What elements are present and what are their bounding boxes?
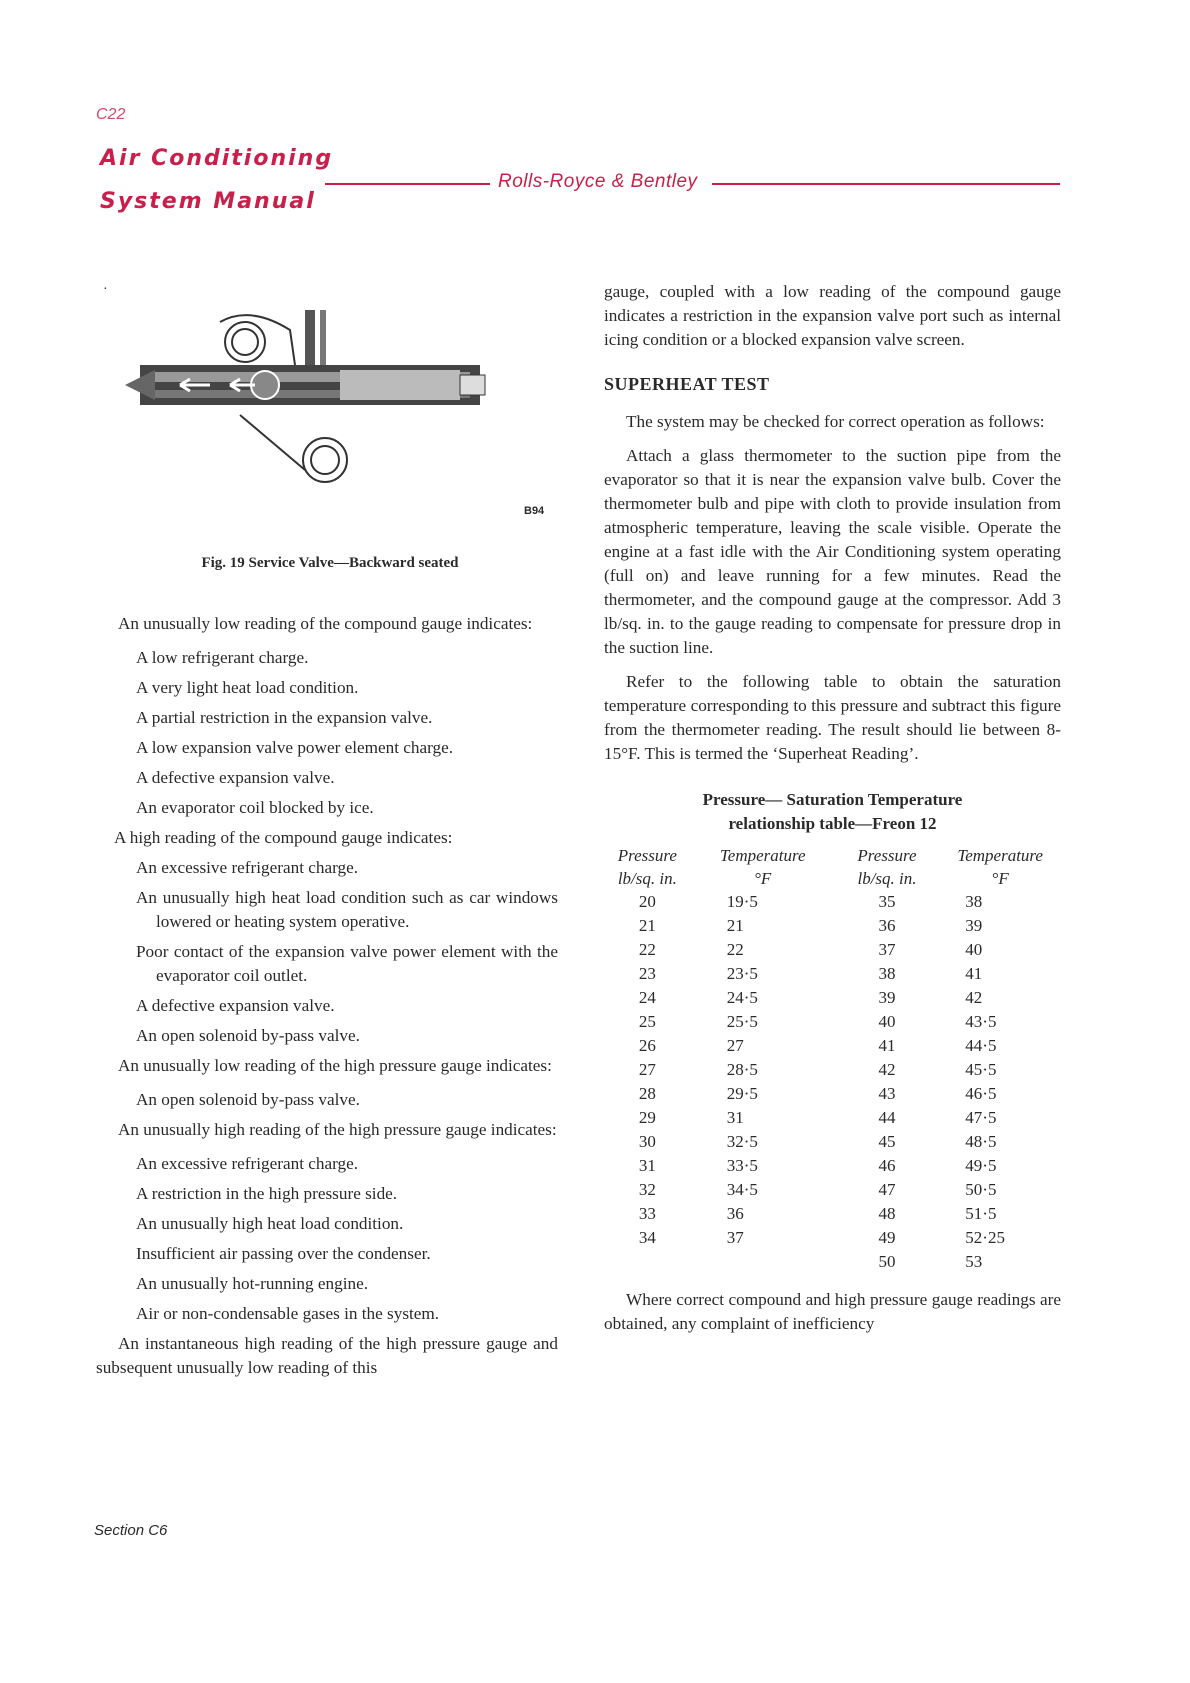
table-cell: 49·5 xyxy=(965,1156,997,1175)
table-cell: 43·5 xyxy=(965,1012,997,1031)
table-cell: 21 xyxy=(726,916,744,935)
table-cell: 27 xyxy=(638,1060,656,1079)
table-caption-line2: relationship table—Freon 12 xyxy=(728,814,937,833)
table-cell: 31 xyxy=(638,1156,656,1175)
table-cell: 47 xyxy=(878,1180,896,1199)
list-item: A defective expansion valve. xyxy=(136,768,335,787)
figure-code: B94 xyxy=(524,505,545,517)
column-unit: °F xyxy=(991,869,1009,888)
table-cell: 40 xyxy=(878,1012,896,1031)
header-rule-right xyxy=(712,183,1060,185)
list-item: An open solenoid by-pass valve. xyxy=(136,1090,360,1109)
table-cell: 29·5 xyxy=(726,1084,758,1103)
table-cell: 42 xyxy=(965,988,983,1007)
table-row xyxy=(604,962,1061,986)
list-item: An unusually hot-running engine. xyxy=(136,1274,368,1293)
table-cell: 20 xyxy=(638,892,656,911)
table-cell: 28·5 xyxy=(726,1060,758,1079)
figure-caption: Fig. 19 Service Valve—Backward seated xyxy=(201,555,459,571)
table-cell: 42 xyxy=(878,1060,896,1079)
list-item: An unusually high heat load condition such as car windows lowered or heating system operative. xyxy=(136,888,558,931)
table-cell: 43 xyxy=(878,1084,896,1103)
column-header: Pressure xyxy=(857,846,917,865)
table-cell: 37 xyxy=(726,1228,744,1247)
table-cell: 32·5 xyxy=(726,1132,758,1151)
table-cell: 41 xyxy=(878,1036,896,1055)
table-cell: 34·5 xyxy=(726,1180,758,1199)
page-number: C22 xyxy=(96,106,126,123)
manual-title-line1: Air Conditioning xyxy=(100,146,334,171)
table-cell: 31 xyxy=(726,1108,744,1127)
section-footer: Section C6 xyxy=(94,1522,168,1539)
list-item: A restriction in the high pressure side. xyxy=(136,1184,398,1203)
table-cell: 53 xyxy=(965,1252,983,1271)
service-valve-illustration xyxy=(120,300,540,500)
table-cell: 30 xyxy=(638,1132,656,1151)
table-cell: 50·5 xyxy=(965,1180,997,1199)
column-header: Temperature xyxy=(719,846,806,865)
column-unit: lb/sq. in. xyxy=(857,869,917,888)
table-row xyxy=(604,1058,1061,1082)
list-item: An excessive refrigerant charge. xyxy=(136,858,359,877)
table-row xyxy=(604,1130,1061,1154)
table-cell: 33 xyxy=(638,1204,656,1223)
table-cell: 39 xyxy=(878,988,896,1007)
table-cell: 23 xyxy=(638,964,656,983)
left-column xyxy=(96,612,558,1390)
table-caption-line1: Pressure— Saturation Temperature xyxy=(702,790,963,809)
table-caption xyxy=(604,788,1061,836)
table-cell: 52·25 xyxy=(965,1228,1005,1247)
table-cell: 36 xyxy=(726,1204,744,1223)
instantaneous-reading-paragraph: An instantaneous high reading of the high pressure gauge and subsequent unusually low reading of this xyxy=(96,1334,558,1377)
column-unit: °F xyxy=(754,869,772,888)
superheat-procedure: Attach a glass thermometer to the suction pipe from the evaporator so that it is near the expansion valve bulb. Cover the thermometer bulb and pipe with cloth to provide insulation from atmospheric temperature, leaving the scale visible. Operate the engine at a fast idle with the Air Conditioning system operating (full on) and leave running for a few minutes. Read the thermometer, and the compound gauge at the compressor. Add 3 lb/sq. in. to the gauge reading to compensate for pressure drop in the suction line. xyxy=(604,446,1061,657)
list-item: A partial restriction in the expansion valve. xyxy=(136,708,433,727)
table-cell: 45·5 xyxy=(965,1060,997,1079)
table-cell: 22 xyxy=(726,940,744,959)
table-cell: 32 xyxy=(638,1180,656,1199)
table-row xyxy=(604,890,1061,914)
column-unit: lb/sq. in. xyxy=(617,869,677,888)
section-heading: SUPERHEAT TEST xyxy=(604,374,770,394)
table-cell: 24·5 xyxy=(726,988,758,1007)
list-item: An evaporator coil blocked by ice. xyxy=(136,798,374,817)
table-cell: 39 xyxy=(965,916,983,935)
table-cell: 40 xyxy=(965,940,983,959)
list-item: A low refrigerant charge. xyxy=(136,648,309,667)
list-item: Air or non-condensable gases in the system. xyxy=(136,1304,440,1323)
table-cell: 47·5 xyxy=(965,1108,997,1127)
table-cell: 37 xyxy=(878,940,896,959)
header-rule-left xyxy=(325,183,490,185)
table-row xyxy=(604,1010,1061,1034)
table-cell: 24 xyxy=(638,988,656,1007)
table-cell: 49 xyxy=(878,1228,896,1247)
table-cell xyxy=(691,1250,835,1274)
table-cell: 38 xyxy=(878,964,896,983)
table-row xyxy=(604,938,1061,962)
superheat-intro: The system may be checked for correct operation as follows: xyxy=(626,412,1045,431)
table-cell: 48 xyxy=(878,1204,896,1223)
table-cell: 36 xyxy=(878,916,896,935)
table-cell: 50 xyxy=(878,1252,896,1271)
list-item: Insufficient air passing over the condenser. xyxy=(136,1244,431,1263)
table-cell: 27 xyxy=(726,1036,744,1055)
list-item: A defective expansion valve. xyxy=(136,996,335,1015)
column-header: Pressure xyxy=(617,846,677,865)
table-cell: 21 xyxy=(638,916,656,935)
table-row xyxy=(604,1250,1061,1274)
table-cell xyxy=(604,1250,691,1274)
manual-title-line2: System Manual xyxy=(100,189,316,214)
table-cell: 25·5 xyxy=(726,1012,758,1031)
table-row xyxy=(604,1202,1061,1226)
table-row xyxy=(604,1226,1061,1250)
list-item: An open solenoid by-pass valve. xyxy=(136,1026,360,1045)
pressure-temperature-table xyxy=(604,844,1061,1274)
table-cell: 46 xyxy=(878,1156,896,1175)
table-cell: 51·5 xyxy=(965,1204,997,1223)
table-cell: 48·5 xyxy=(965,1132,997,1151)
table-row xyxy=(604,1154,1061,1178)
table-cell: 28 xyxy=(638,1084,656,1103)
table-row xyxy=(604,986,1061,1010)
table-cell: 26 xyxy=(638,1036,656,1055)
table-row xyxy=(604,1106,1061,1130)
table-cell: 41 xyxy=(965,964,983,983)
table-cell: 46·5 xyxy=(965,1084,997,1103)
continued-paragraph: gauge, coupled with a low reading of the compound gauge indicates a restriction in the expansion valve port such as internal icing condition or a blocked expansion valve screen. xyxy=(604,282,1061,349)
table-row xyxy=(604,1082,1061,1106)
list-item: Poor contact of the expansion valve power element with the evaporator coil outlet. xyxy=(136,942,558,985)
column-header: Temperature xyxy=(957,846,1043,865)
table-cell: 19·5 xyxy=(726,892,758,911)
right-column xyxy=(604,280,1061,1346)
table-cell: 34 xyxy=(638,1228,656,1247)
table-cell: 25 xyxy=(638,1012,656,1031)
table-cell: 44·5 xyxy=(965,1036,997,1055)
high-pressure-low-intro: An unusually low reading of the high pressure gauge indicates: xyxy=(118,1056,552,1075)
compound-low-intro: An unusually low reading of the compound gauge indicates: xyxy=(118,614,533,633)
table-cell: 44 xyxy=(878,1108,896,1127)
table-cell: 35 xyxy=(878,892,896,911)
table-cell: 22 xyxy=(638,940,656,959)
compound-high-intro: A high reading of the compound gauge indicates: xyxy=(114,828,453,847)
list-item: An unusually high heat load condition. xyxy=(136,1214,404,1233)
table-row xyxy=(604,1034,1061,1058)
table-cell: 45 xyxy=(878,1132,896,1151)
table-cell: 38 xyxy=(965,892,983,911)
stray-mark: · xyxy=(103,282,108,297)
superheat-calculation: Refer to the following table to obtain the saturation temperature corresponding to this pressure and subtract this figure from the thermometer reading. The result should lie between 8-15°F. This is termed the ‘Superheat Reading’. xyxy=(604,672,1061,763)
closing-paragraph: Where correct compound and high pressure gauge readings are obtained, any complaint of inefficiency xyxy=(604,1290,1061,1333)
list-item: An excessive refrigerant charge. xyxy=(136,1154,359,1173)
brand-label: Rolls-Royce & Bentley xyxy=(498,171,698,192)
table-body xyxy=(604,890,1061,1274)
list-item: A very light heat load condition. xyxy=(136,678,359,697)
high-pressure-high-intro: An unusually high reading of the high pressure gauge indicates: xyxy=(118,1120,557,1139)
table-cell: 29 xyxy=(638,1108,656,1127)
table-cell: 33·5 xyxy=(726,1156,758,1175)
table-row xyxy=(604,914,1061,938)
table-row xyxy=(604,1178,1061,1202)
list-item: A low expansion valve power element charge. xyxy=(136,738,454,757)
table-cell: 23·5 xyxy=(726,964,758,983)
